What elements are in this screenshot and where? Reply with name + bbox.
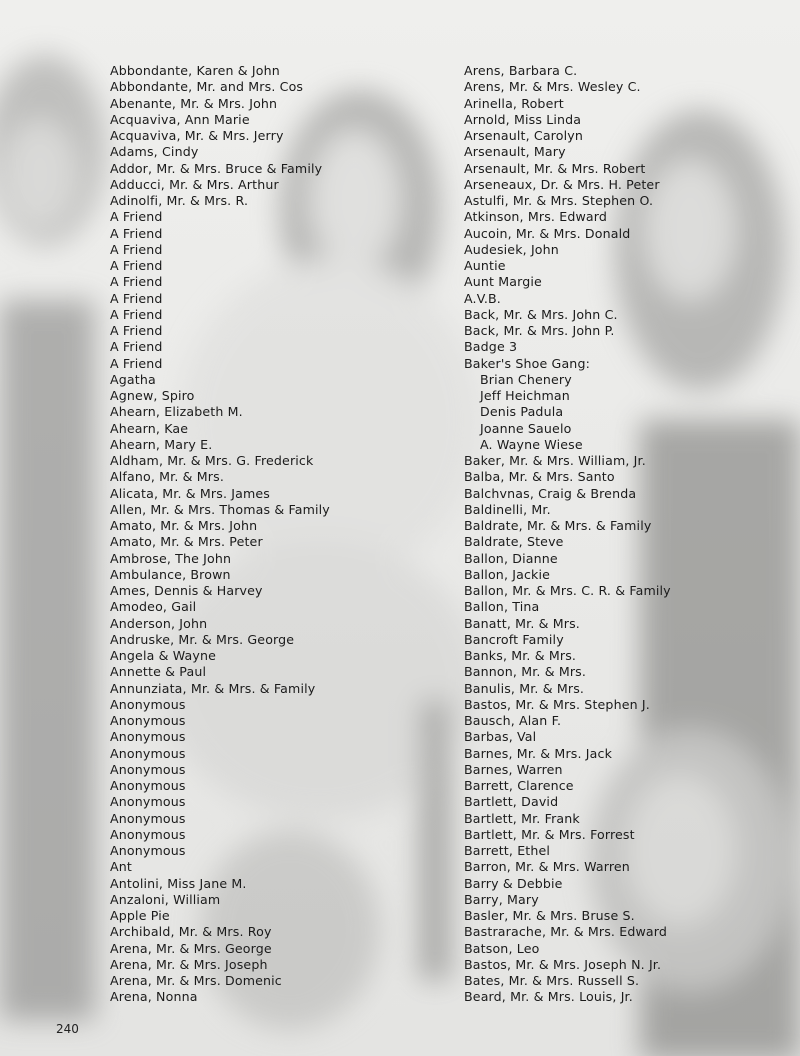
donor-entry: A Friend xyxy=(110,274,163,290)
donor-entry: Barnes, Mr. & Mrs. Jack xyxy=(464,745,613,761)
donor-entry: Allen, Mr. & Mrs. Thomas & Family xyxy=(110,501,330,517)
donor-entry: Barrett, Ethel xyxy=(464,843,551,858)
donor-entry: Atkinson, Mrs. Edward xyxy=(464,209,608,225)
donor-entry: Agnew, Spiro xyxy=(110,388,195,403)
donor-entry: Agatha xyxy=(110,371,156,387)
donor-entry: Jeff Heichman xyxy=(480,388,570,403)
donor-entry: Arnold, Miss Linda xyxy=(464,111,582,127)
donor-entry: Audesiek, John xyxy=(464,241,559,257)
donor-entry: A Friend xyxy=(110,355,163,371)
donor-entry: Anonymous xyxy=(110,778,186,793)
donor-entry: Ahearn, Kae xyxy=(110,420,189,436)
donor-entry: Amato, Mr. & Mrs. John xyxy=(110,518,258,533)
donor-entry: Alfano, Mr. & Mrs. xyxy=(110,469,224,485)
donor-entry: A Friend xyxy=(110,290,163,306)
donor-entry: Anonymous xyxy=(110,826,186,842)
donor-entry: Banatt, Mr. & Mrs. xyxy=(464,615,580,631)
donor-entry: Anonymous xyxy=(110,810,186,826)
donor-entry: Anonymous xyxy=(110,713,186,728)
donor-entry: Apple Pie xyxy=(110,908,170,923)
donor-entry: Ballon, Dianne xyxy=(464,550,558,566)
donor-entry: Batson, Leo xyxy=(464,940,540,956)
donor-entry: Ambulance, Brown xyxy=(110,566,231,582)
donor-entry: Anzaloni, William xyxy=(110,891,221,907)
donor-entry: Addor, Mr. & Mrs. Bruce & Family xyxy=(110,160,323,176)
donor-entry: Baldrate, Steve xyxy=(464,534,564,550)
donor-entry: Aucoin, Mr. & Mrs. Donald xyxy=(464,225,631,241)
donor-entry: Abbondante, Mr. and Mrs. Cos xyxy=(110,79,304,95)
donor-entry: Abenante, Mr. & Mrs. John xyxy=(110,95,278,111)
donor-entry: Arena, Nonna xyxy=(110,989,198,1005)
donor-entry: Acquaviva, Ann Marie xyxy=(110,111,250,127)
donor-entry: Ballon, Tina xyxy=(464,599,540,615)
donor-entry: Andruske, Mr. & Mrs. George xyxy=(110,631,295,647)
donor-entry: Ballon, Mr. & Mrs. C. R. & Family xyxy=(464,583,671,598)
donor-entry: Anonymous xyxy=(110,745,186,761)
donor-entry: Anonymous xyxy=(110,843,186,858)
donor-entry: Annunziata, Mr. & Mrs. & Family xyxy=(110,680,316,696)
donor-entry: Anonymous xyxy=(110,761,186,777)
donor-entry: Bancroft Family xyxy=(464,631,564,647)
donor-entry: Aldham, Mr. & Mrs. G. Frederick xyxy=(110,453,314,468)
donor-entry: Anonymous xyxy=(110,696,186,712)
donor-entry: Amato, Mr. & Mrs. Peter xyxy=(110,534,263,550)
donor-entry: A.V.B. xyxy=(464,290,501,306)
donor-entry: Ames, Dennis & Harvey xyxy=(110,583,263,598)
donor-entry: Balchvnas, Craig & Brenda xyxy=(464,485,637,501)
donor-entry: Barry & Debbie xyxy=(464,875,563,891)
donor-entry: A Friend xyxy=(110,339,163,355)
donor-entry: Anonymous xyxy=(110,794,186,810)
donor-entry: A Friend xyxy=(110,241,163,257)
donor-entry: Baker, Mr. & Mrs. William, Jr. xyxy=(464,453,646,468)
donor-list-right-column xyxy=(464,63,671,1006)
donor-entry: Arsenault, Mary xyxy=(464,144,566,160)
donor-entry: A Friend xyxy=(110,225,163,241)
donor-entry: Back, Mr. & Mrs. John P. xyxy=(464,323,615,338)
donor-entry: Barrett, Clarence xyxy=(464,778,574,793)
donor-entry: Arena, Mr. & Mrs. Domenic xyxy=(110,973,282,988)
donor-entry: Banulis, Mr. & Mrs. xyxy=(464,680,585,696)
page-number: 240 xyxy=(56,1022,79,1036)
donor-entry: Ahearn, Elizabeth M. xyxy=(110,404,243,420)
donor-entry: Arseneaux, Dr. & Mrs. H. Peter xyxy=(464,176,660,192)
donor-entry: Ballon, Jackie xyxy=(464,566,551,582)
donor-entry: Arinella, Robert xyxy=(464,95,564,111)
donor-entry: A Friend xyxy=(110,323,163,338)
donor-entry: Basler, Mr. & Mrs. Bruse S. xyxy=(464,908,635,923)
donor-entry: Bartlett, David xyxy=(464,794,559,810)
donor-entry: Arena, Mr. & Mrs. Joseph xyxy=(110,956,268,972)
donor-entry: Back, Mr. & Mrs. John C. xyxy=(464,306,618,322)
donor-entry: Balba, Mr. & Mrs. Santo xyxy=(464,469,615,485)
donor-entry: Alicata, Mr. & Mrs. James xyxy=(110,485,271,501)
donor-entry: Bastos, Mr. & Mrs. Stephen J. xyxy=(464,696,650,712)
donor-entry: Bannon, Mr. & Mrs. xyxy=(464,664,587,680)
donor-entry: Baldrate, Mr. & Mrs. & Family xyxy=(464,518,652,533)
donor-entry: Arsenault, Mr. & Mrs. Robert xyxy=(464,160,646,176)
donor-entry: Acquaviva, Mr. & Mrs. Jerry xyxy=(110,128,284,143)
donor-entry: Barry, Mary xyxy=(464,891,539,907)
donor-entry: Barron, Mr. & Mrs. Warren xyxy=(464,859,630,875)
donor-entry: Anderson, John xyxy=(110,615,208,631)
donor-entry: Anonymous xyxy=(110,729,186,745)
donor-entry: Aunt Margie xyxy=(464,274,542,290)
donor-entry: Badge 3 xyxy=(464,339,518,355)
donor-entry: A. Wayne Wiese xyxy=(480,436,583,452)
donor-entry: Arsenault, Carolyn xyxy=(464,128,583,143)
donor-entry: Barnes, Warren xyxy=(464,761,563,777)
donor-entry: Bausch, Alan F. xyxy=(464,713,562,728)
donor-entry: Annette & Paul xyxy=(110,664,207,680)
donor-entry: Denis Padula xyxy=(480,404,564,420)
donor-entry: Banks, Mr. & Mrs. xyxy=(464,648,577,663)
donor-entry: Arens, Mr. & Mrs. Wesley C. xyxy=(464,79,641,95)
donor-entry: Beard, Mr. & Mrs. Louis, Jr. xyxy=(464,989,633,1005)
donor-entry: Astulfi, Mr. & Mrs. Stephen O. xyxy=(464,193,654,208)
donor-entry: Abbondante, Karen & John xyxy=(110,63,280,78)
donor-entry: Ambrose, The John xyxy=(110,550,232,566)
donor-entry: Baldinelli, Mr. xyxy=(464,501,551,517)
donor-entry: Brian Chenery xyxy=(480,371,572,387)
donor-entry: A Friend xyxy=(110,258,163,273)
donor-entry: Arena, Mr. & Mrs. George xyxy=(110,940,272,956)
donor-entry: Archibald, Mr. & Mrs. Roy xyxy=(110,924,272,940)
donor-entry: Bastrarache, Mr. & Mrs. Edward xyxy=(464,924,668,940)
donor-entry: Arens, Barbara C. xyxy=(464,63,578,78)
donor-entry: Ant xyxy=(110,859,132,875)
donor-entry: A Friend xyxy=(110,306,163,322)
donor-entry: Baker's Shoe Gang: xyxy=(464,355,590,371)
donor-entry: Amodeo, Gail xyxy=(110,599,197,615)
donor-entry: Joanne Sauelo xyxy=(480,420,572,436)
donor-entry: Angela & Wayne xyxy=(110,648,217,663)
donor-entry: Auntie xyxy=(464,258,506,273)
donor-entry: Antolini, Miss Jane M. xyxy=(110,875,247,891)
donor-entry: Adducci, Mr. & Mrs. Arthur xyxy=(110,176,279,192)
donor-entry: Ahearn, Mary E. xyxy=(110,436,213,452)
donor-entry: Adams, Cindy xyxy=(110,144,199,160)
donor-entry: Bastos, Mr. & Mrs. Joseph N. Jr. xyxy=(464,956,662,972)
donor-list-left-column xyxy=(110,63,330,1006)
donor-entry: Adinolfi, Mr. & Mrs. R. xyxy=(110,193,249,208)
donor-entry: Bates, Mr. & Mrs. Russell S. xyxy=(464,973,640,988)
donor-entry: A Friend xyxy=(110,209,163,225)
donor-entry: Barbas, Val xyxy=(464,729,537,745)
donor-entry: Bartlett, Mr. & Mrs. Forrest xyxy=(464,826,635,842)
donor-entry: Bartlett, Mr. Frank xyxy=(464,810,580,826)
